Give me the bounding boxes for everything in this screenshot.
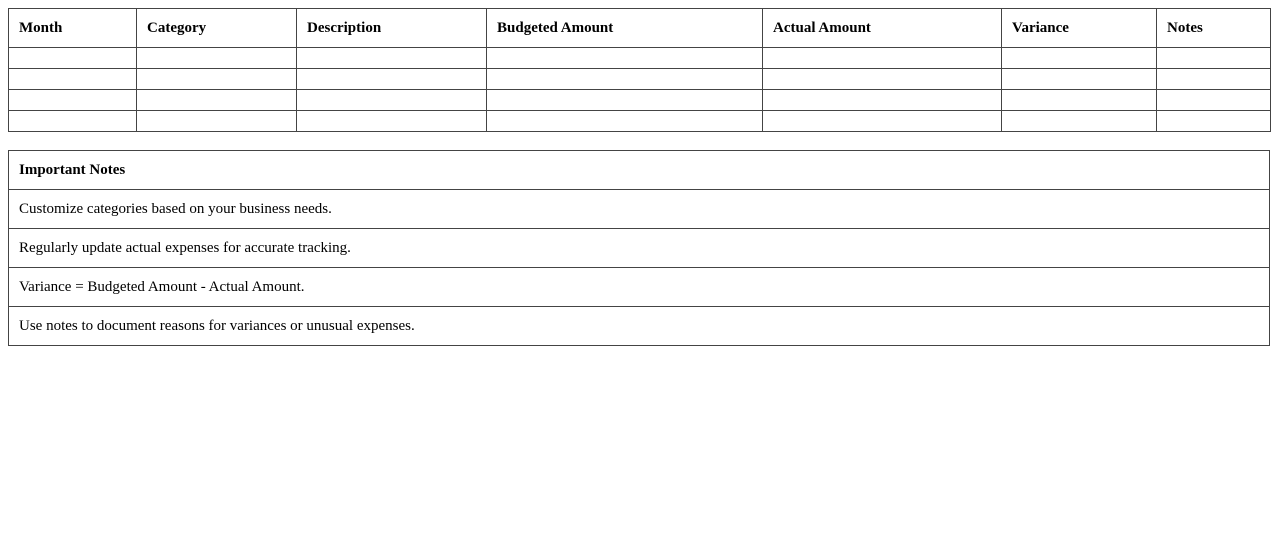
table-cell[interactable] xyxy=(1157,48,1271,69)
table-cell[interactable] xyxy=(1157,111,1271,132)
table-cell[interactable] xyxy=(763,48,1002,69)
table-row xyxy=(9,48,1271,69)
table-cell[interactable] xyxy=(487,111,763,132)
table-cell[interactable] xyxy=(297,90,487,111)
table-cell[interactable] xyxy=(487,48,763,69)
table-cell[interactable] xyxy=(1002,69,1157,90)
header-row xyxy=(9,9,1271,48)
note-item: Use notes to document reasons for variances or unusual expenses. xyxy=(9,307,1270,346)
table-cell[interactable] xyxy=(1157,69,1271,90)
header-variance: Variance xyxy=(1002,9,1157,48)
table-cell[interactable] xyxy=(763,111,1002,132)
table-cell[interactable] xyxy=(297,111,487,132)
table-cell[interactable] xyxy=(137,48,297,69)
note-item: Customize categories based on your business needs. xyxy=(9,190,1270,229)
table-cell[interactable] xyxy=(487,69,763,90)
table-cell[interactable] xyxy=(137,111,297,132)
table-cell[interactable] xyxy=(297,69,487,90)
table-cell[interactable] xyxy=(297,48,487,69)
table-cell[interactable] xyxy=(1002,90,1157,111)
table-row xyxy=(9,69,1271,90)
table-cell[interactable] xyxy=(9,69,137,90)
note-item: Variance = Budgeted Amount - Actual Amount. xyxy=(9,268,1270,307)
header-notes: Notes xyxy=(1157,9,1271,48)
table-cell[interactable] xyxy=(1157,90,1271,111)
table-row xyxy=(9,111,1271,132)
table-cell[interactable] xyxy=(9,90,137,111)
header-month: Month xyxy=(9,9,137,48)
important-notes-table xyxy=(8,150,1270,346)
header-actual-amount: Actual Amount xyxy=(763,9,1002,48)
table-cell[interactable] xyxy=(763,69,1002,90)
budget-table xyxy=(8,8,1271,132)
note-item: Regularly update actual expenses for accurate tracking. xyxy=(9,229,1270,268)
table-cell[interactable] xyxy=(137,90,297,111)
header-description: Description xyxy=(297,9,487,48)
table-cell[interactable] xyxy=(763,90,1002,111)
table-cell[interactable] xyxy=(1002,111,1157,132)
notes-title: Important Notes xyxy=(9,151,1270,190)
header-category: Category xyxy=(137,9,297,48)
header-budgeted-amount: Budgeted Amount xyxy=(487,9,763,48)
table-cell[interactable] xyxy=(487,90,763,111)
table-cell[interactable] xyxy=(9,111,137,132)
table-cell[interactable] xyxy=(137,69,297,90)
table-cell[interactable] xyxy=(9,48,137,69)
table-cell[interactable] xyxy=(1002,48,1157,69)
table-row xyxy=(9,90,1271,111)
